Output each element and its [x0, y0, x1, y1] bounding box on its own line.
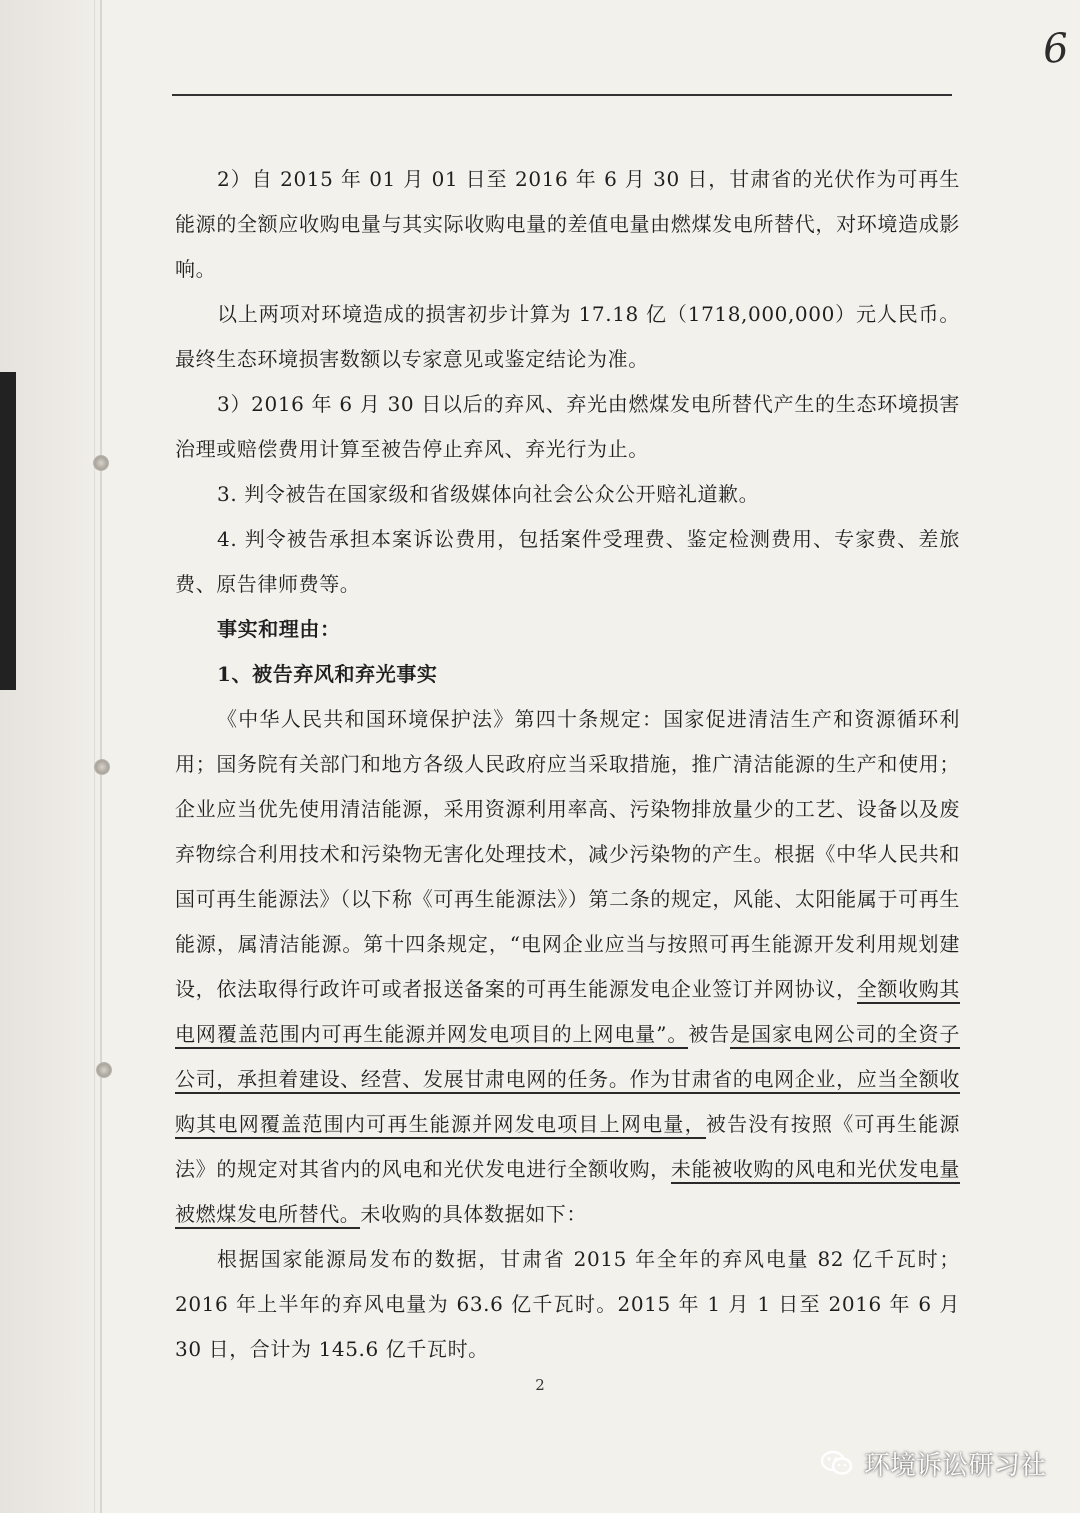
binding-margin — [0, 0, 100, 1513]
watermark — [820, 1441, 1046, 1485]
handwritten-page-mark: 6 — [1041, 25, 1071, 73]
document-body — [175, 157, 960, 1372]
heading-section-1: 1、被告弃风和弃光事实 — [217, 662, 438, 686]
underlined-text: 全额收购其电网覆盖范围内可再生能源并网发电项目的上网电量”。 — [175, 977, 960, 1049]
staple-hole — [94, 759, 110, 775]
law-text: 未收购的具体数据如下： — [360, 1202, 588, 1226]
staple-hole — [93, 455, 109, 471]
law-paragraph — [175, 697, 960, 1237]
data-paragraph: 根据国家能源局发布的数据，甘肃省 2015 年全年的弃风电量 82 亿千瓦时；2016 年上半年的弃风电量为 63.6 亿千瓦时。2015 年 1 月 1 日至 2016 年 6 月 30 日，合计为 145.6 亿千瓦时。 — [175, 1247, 960, 1361]
underlined-text: 是国家电网公司的全资子公司，承担着建设、经营、发展甘肃电网的任务。作为甘肃省的电网企业，应当全额收购其电网覆盖范围内可再生能源并网发电项目上网电量， — [175, 1022, 960, 1139]
paragraph: 2）自 2015 年 01 月 01 日至 2016 年 6 月 30 日，甘肃省的光伏作为可再生能源的全额应收购电量与其实际收购电量的差值电量由燃煤发电所替代，对环境造成影响。 — [175, 167, 960, 281]
law-text: 《中华人民共和国环境保护法》第四十条规定：国家促进清洁生产和资源循环利用；国务院有关部门和地方各级人民政府应当采取措施，推广清洁能源的生产和使用；企业应当优先使用清洁能源，采用资源利用率高、污染物排放量少的工艺、设备以及废弃物综合利用技术和污染物无害化处理技术，减少污染物的产生。根据《中华人民共和国可再生能源法》（以下称《可再生能源法》）第二条的规定，风能、太阳能属于可再生能源，属清洁能源。第十四条规定，“电网企业应当与按照可再生能源开发利用规划建设，依法取得行政许可或者报送备案的可再生能源发电企业签订并网协议， — [175, 707, 960, 1001]
law-text: 被告 — [688, 1022, 731, 1046]
paragraph: 4. 判令被告承担本案诉讼费用，包括案件受理费、鉴定检测费用、专家费、差旅费、原告律师费等。 — [175, 527, 960, 596]
staple-hole — [96, 1062, 112, 1078]
header-rule — [172, 94, 952, 96]
binding-crease — [94, 0, 95, 1513]
binding-edge-line — [100, 0, 102, 1513]
scan-edge-shadow — [0, 372, 16, 690]
heading-facts: 事实和理由： — [217, 617, 341, 641]
paragraph: 3. 判令被告在国家级和省级媒体向社会公众公开赔礼道歉。 — [217, 482, 760, 506]
page-number: 2 — [535, 1376, 545, 1394]
paragraph: 3）2016 年 6 月 30 日以后的弃风、弃光由燃煤发电所替代产生的生态环境损害治理或赔偿费用计算至被告停止弃风、弃光行为止。 — [175, 392, 960, 461]
law-text: 被告没有按照《可再生能源法》的规定对其省内的风电和光伏发电进行全额收购， — [175, 1112, 961, 1181]
paragraph: 以上两项对环境造成的损害初步计算为 17.18 亿（1718,000,000）元人民币。最终生态环境损害数额以专家意见或鉴定结论为准。 — [175, 302, 960, 371]
wechat-icon — [820, 1449, 854, 1477]
underlined-text: 未能被收购的风电和光伏发电量被燃煤发电所替代。 — [175, 1157, 960, 1229]
watermark-text: 环境诉讼研习社 — [864, 1450, 1047, 1481]
